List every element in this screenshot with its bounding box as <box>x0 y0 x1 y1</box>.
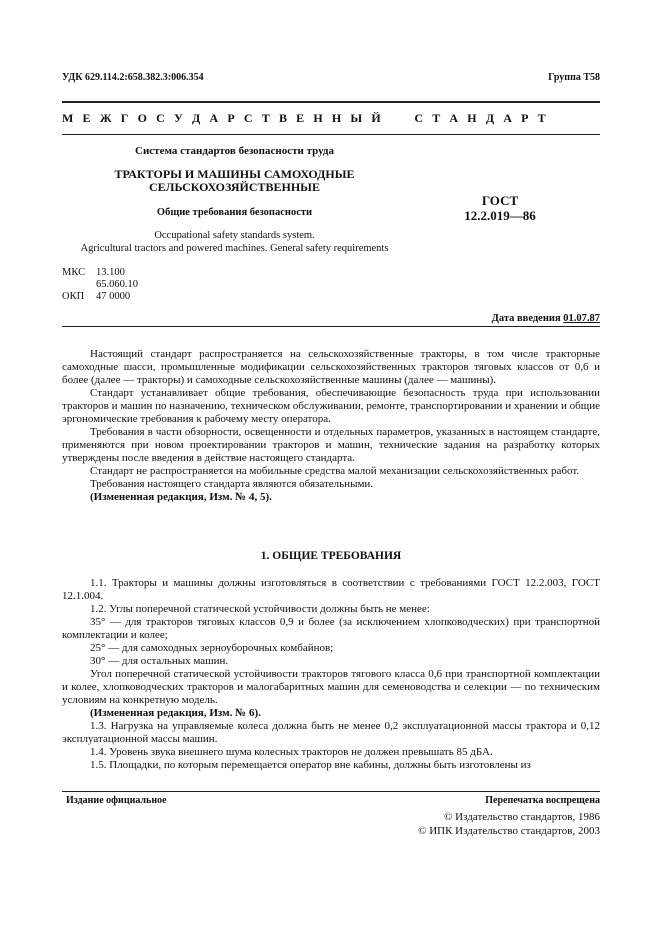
group-code: Группа Т58 <box>548 72 600 83</box>
udk-code: УДК 629.114.2:658.382.3:006.354 <box>62 72 204 83</box>
mks-label: МКС <box>62 267 86 278</box>
intro-change-note: (Измененная редакция, Изм. № 4, 5). <box>90 491 272 503</box>
section-title: 1. ОБЩИЕ ТРЕБОВАНИЯ <box>260 550 402 562</box>
clause-1-4: 1.4. Уровень звука внешнего шума колесных тракторов не должен превышать 85 дБА. <box>90 746 493 758</box>
clause-1-5: 1.5. Площадки, по которым перемещается оператор вне кабины, должны быть изготовлены из <box>90 759 531 771</box>
clause-change-note: (Измененная редакция, Изм. № 6). <box>90 707 261 719</box>
okp-value: 47 0000 <box>96 291 131 302</box>
effective-date <box>380 312 600 325</box>
english-title-1: Occupational safety standards system. <box>154 230 315 241</box>
clause-angle-class-0-6: Угол поперечной статической устойчивости тракторов тягового класса 0,6 при транспортной комплектации и колее, хлопководческих тракторов и малогабаритных машин для семеноводства и селекции — по техническим условиям на конкретную модель. <box>62 668 600 706</box>
copyright-1986: © Издательство стандартов, 1986 <box>444 811 600 823</box>
mks-value-1: 13.100 <box>96 267 125 278</box>
title-line-2: СЕЛЬСКОХОЗЯЙСТВЕННЫЕ <box>149 180 320 194</box>
section-text <box>62 577 600 772</box>
clause-angle-25: 25° — для самоходных зерноуборочных комбайнов; <box>90 642 334 654</box>
intro-text <box>62 348 600 504</box>
intro-paragraph: Требования в части обзорности, освещенности и отдельных параметров, указанных в настоящем стандарте, применяются при новом проектировании тракторов и машин, технические задания на разработку которых утверждены после введения в действие настоящего стандарта. <box>62 426 600 464</box>
date-rule <box>62 326 600 327</box>
subtitle: Общие требования безопасности <box>156 207 313 218</box>
clause-1-1: 1.1. Тракторы и машины должны изготовляться в соответствии с требованиями ГОСТ 12.2.003, ГОСТ 12.1.004. <box>62 577 600 602</box>
top-rule <box>62 101 600 103</box>
gost-label: ГОСТ <box>481 193 519 208</box>
clause-1-3: 1.3. Нагрузка на управляемые колеса должна быть не менее 0,2 эксплуатационной массы трактора и 0,12 эксплуатационной массы машин. <box>62 720 600 745</box>
mks-value-2: 65.060.10 <box>96 279 138 290</box>
banner-rule <box>62 134 600 135</box>
english-title-2: Agricultural tractors and powered machines. General safety requirements <box>80 243 389 254</box>
official-edition: Издание официальное <box>66 795 167 806</box>
effective-date-value: 01.07.87 <box>563 313 600 324</box>
reprint-prohibited: Перепечатка воспрещена <box>485 795 600 806</box>
okp-label: ОКП <box>62 291 85 302</box>
gost-number: 12.2.019—86 <box>464 208 536 223</box>
clause-1-2: 1.2. Углы поперечной статической устойчивости должны быть не менее: <box>90 603 430 615</box>
footer-rule <box>62 791 600 792</box>
title-line-1: ТРАКТОРЫ И МАШИНЫ САМОХОДНЫЕ <box>114 167 355 181</box>
intro-paragraph: Стандарт не распространяется на мобильные средства малой механизации сельскохозяйственных работ. <box>90 465 580 477</box>
effective-date-label: Дата введения <box>491 313 561 324</box>
intro-paragraph: Требования настоящего стандарта являются обязательными. <box>90 478 374 490</box>
system-name: Система стандартов безопасности труда <box>135 145 334 157</box>
clause-angle-35: 35° — для тракторов тяговых классов 0,9 и более (за исключением хлопководческих) при транспортной комплектации и колее; <box>62 616 600 641</box>
copyright-2003: © ИПК Издательство стандартов, 2003 <box>418 825 600 837</box>
intro-paragraph: Настоящий стандарт распространяется на сельскохозяйственные тракторы, в том числе тракторные самоходные шасси, промышленные модификации сельскохозяйственных тракторов тяговых классов от 0,6 и более (далее — тракторы) и самоходные сельскохозяйственные машины (далее — машины). <box>62 348 600 386</box>
standard-banner: М Е Ж Г О С У Д А Р С Т В Е Н Н Ы Й С Т А Н Д А Р Т <box>62 111 549 125</box>
intro-paragraph: Стандарт устанавливает общие требования, обеспечивающие безопасность труда при использовании тракторов и машин по назначению, техническом обслуживании, ремонте, транспортировании и хранении и общие эргономические требования к рабочему месту оператора. <box>62 387 600 425</box>
clause-angle-30: 30° — для остальных машин. <box>90 655 229 667</box>
